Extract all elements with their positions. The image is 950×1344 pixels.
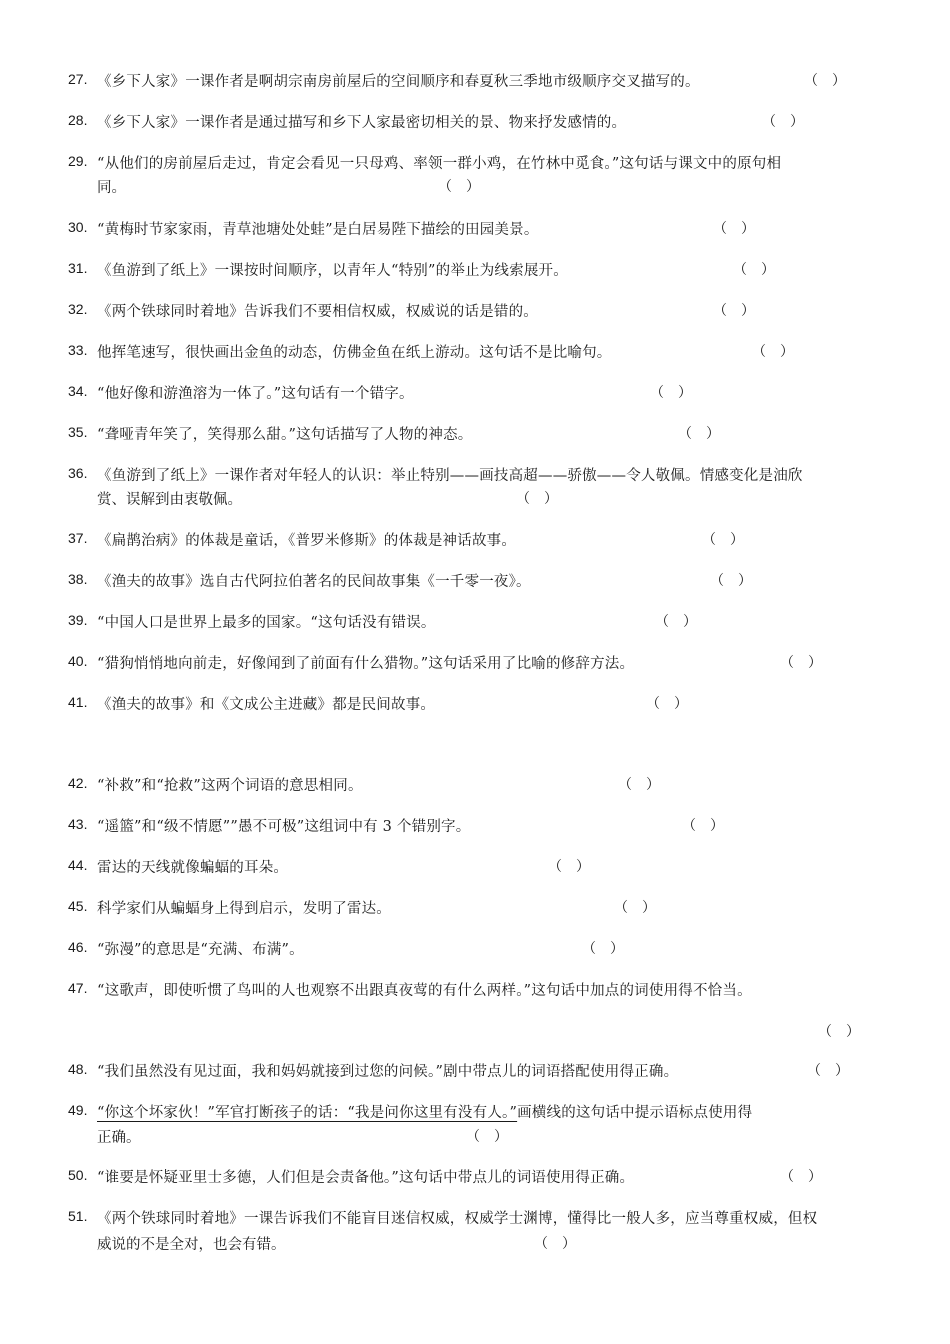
question-text: “猎狗悄悄地向前走，好像闻到了前面有什么猎物。”这句话采用了比喻的修辞方法。	[97, 656, 635, 672]
question-number: 37.	[68, 530, 88, 546]
answer-blank[interactable]: （ ）	[702, 532, 744, 548]
question-text: “这歌声，即使听惯了鸟叫的人也观察不出跟真夜莺的有什么两样。”这句话中加点的词使用得不恰当。	[97, 983, 752, 999]
question-text: 雷达的天线就像蝙蝠的耳朵。	[97, 860, 289, 876]
question-text: “从他们的房前屋后走过，肯定会看见一只母鸡、率领一群小鸡，在竹林中觅食。”这句话与课文中的原句相	[97, 156, 782, 172]
question-number: 47.	[68, 980, 88, 996]
question-number: 31.	[68, 260, 88, 276]
question-number: 36.	[68, 465, 88, 481]
question-text: “弥漫”的意思是“充满、布满”。	[97, 942, 304, 958]
question-text: 科学家们从蝙蝠身上得到启示，发明了雷达。	[97, 901, 391, 917]
question-text: 《两个铁球同时着地》一课告诉我们不能盲目迷信权威，权威学士渊博，懂得比一般人多，应当尊重权威，但权	[97, 1211, 818, 1227]
question-text: “补救”和“抢救”这两个词语的意思相同。	[97, 778, 363, 794]
question-text: 《渔夫的故事》和《文成公主进藏》都是民间故事。	[97, 697, 436, 713]
question-text: 《乡下人家》一课作者是啊胡宗南房前屋后的空间顺序和春夏秋三季地市级顺序交叉描写的。	[97, 74, 700, 90]
question-number: 34.	[68, 383, 88, 399]
question-number: 50.	[68, 1167, 88, 1183]
answer-blank[interactable]: （ ）	[713, 221, 755, 237]
question-number: 32.	[68, 301, 88, 317]
question-text: 《扁鹊治病》的体裁是童话，《普罗米修斯》的体裁是神话故事。	[97, 533, 517, 549]
question-text: 画横线的这句话中提示语标点使用得	[517, 1105, 753, 1121]
question-text: “黄梅时节家家雨，青草池塘处处蛙”是白居易陛下描绘的田园美景。	[97, 222, 539, 238]
question-text: 《渔夫的故事》选自古代阿拉伯著名的民间故事集《一千零一夜》。	[97, 574, 531, 590]
question-text: 他挥笔速写，很快画出金鱼的动态，仿佛金鱼在纸上游动。这句话不是比喻句。	[97, 345, 612, 361]
answer-blank[interactable]: （ ）	[804, 73, 846, 89]
answer-blank[interactable]: （ ）	[582, 941, 624, 957]
answer-blank[interactable]: （ ）	[752, 344, 794, 360]
question-number: 35.	[68, 424, 88, 440]
answer-blank[interactable]: （ ）	[713, 303, 755, 319]
question-number: 42.	[68, 775, 88, 791]
question-number: 40.	[68, 653, 88, 669]
question-text: “我们虽然没有见过面，我和妈妈就接到过您的问候。”剧中带点儿的词语搭配使用得正确。	[97, 1064, 679, 1080]
answer-blank[interactable]: （ ）	[438, 179, 480, 195]
answer-blank[interactable]: （ ）	[733, 262, 775, 278]
question-number: 49.	[68, 1102, 88, 1118]
question-number: 46.	[68, 939, 88, 955]
answer-blank[interactable]: （ ）	[650, 385, 692, 401]
question-number: 43.	[68, 816, 88, 832]
answer-blank[interactable]: （ ）	[534, 1236, 576, 1252]
question-number: 28.	[68, 112, 88, 128]
question-text: “谁要是怀疑亚里士多德，人们但是会责备他。”这句话中带点儿的词语使用得正确。	[97, 1170, 635, 1186]
answer-blank[interactable]: （ ）	[516, 491, 558, 507]
question-number: 39.	[68, 612, 88, 628]
answer-blank[interactable]: （ ）	[807, 1063, 849, 1079]
answer-blank[interactable]: （ ）	[710, 573, 752, 589]
answer-blank[interactable]: （ ）	[682, 818, 724, 834]
question-number: 44.	[68, 857, 88, 873]
question-text: 《乡下人家》一课作者是通过描写和乡下人家最密切相关的景、物来抒发感情的。	[97, 115, 627, 131]
question-text-line	[97, 1101, 752, 1122]
question-number: 27.	[68, 71, 88, 87]
question-text-continued: 正确。	[97, 1130, 141, 1146]
underlined-sentence: “你这个坏家伙！”军官打断孩子的话：“我是问你这里有没有人。”	[97, 1105, 518, 1121]
answer-blank[interactable]: （ ）	[614, 900, 656, 916]
answer-blank[interactable]: （ ）	[678, 426, 720, 442]
question-text: “遥篮”和“级不情愿””愚不可极”这组词中有 3 个错别字。	[97, 819, 471, 835]
answer-blank[interactable]: （ ）	[818, 1024, 860, 1040]
answer-blank[interactable]: （ ）	[780, 1169, 822, 1185]
question-number: 41.	[68, 694, 88, 710]
question-text: “聋哑青年笑了，笑得那么甜。”这句话描写了人物的神态。	[97, 427, 473, 443]
question-number: 29.	[68, 153, 88, 169]
question-text: 《两个铁球同时着地》告诉我们不要相信权威，权威说的话是错的。	[97, 304, 538, 320]
question-number: 51.	[68, 1208, 88, 1224]
answer-blank[interactable]: （ ）	[466, 1129, 508, 1145]
question-number: 38.	[68, 571, 88, 587]
question-text: 《鱼游到了纸上》一课按时间顺序，以青年人“特别”的举止为线索展开。	[97, 263, 568, 279]
question-number: 30.	[68, 219, 88, 235]
question-text-continued: 赏、误解到由衷敬佩。	[97, 492, 242, 508]
answer-blank[interactable]: （ ）	[780, 655, 822, 671]
question-number: 33.	[68, 342, 88, 358]
question-number: 48.	[68, 1061, 88, 1077]
question-text-continued: 威说的不是全对，也会有错。	[97, 1237, 286, 1253]
question-number: 45.	[68, 898, 88, 914]
question-text: “中国人口是世界上最多的国家。“这句话没有错误。	[97, 615, 436, 631]
answer-blank[interactable]: （ ）	[655, 614, 697, 630]
answer-blank[interactable]: （ ）	[548, 859, 590, 875]
answer-blank[interactable]: （ ）	[646, 696, 688, 712]
answer-blank[interactable]: （ ）	[762, 114, 804, 130]
question-text: 《鱼游到了纸上》一课作者对年轻人的认识：举止特别——画技高超——骄傲——令人敬佩。情感变化是油欣	[97, 468, 803, 484]
answer-blank[interactable]: （ ）	[618, 777, 660, 793]
question-text-continued: 同。	[97, 180, 126, 196]
question-text: “他好像和游渔溶为一体了。”这句话有一个错字。	[97, 386, 414, 402]
